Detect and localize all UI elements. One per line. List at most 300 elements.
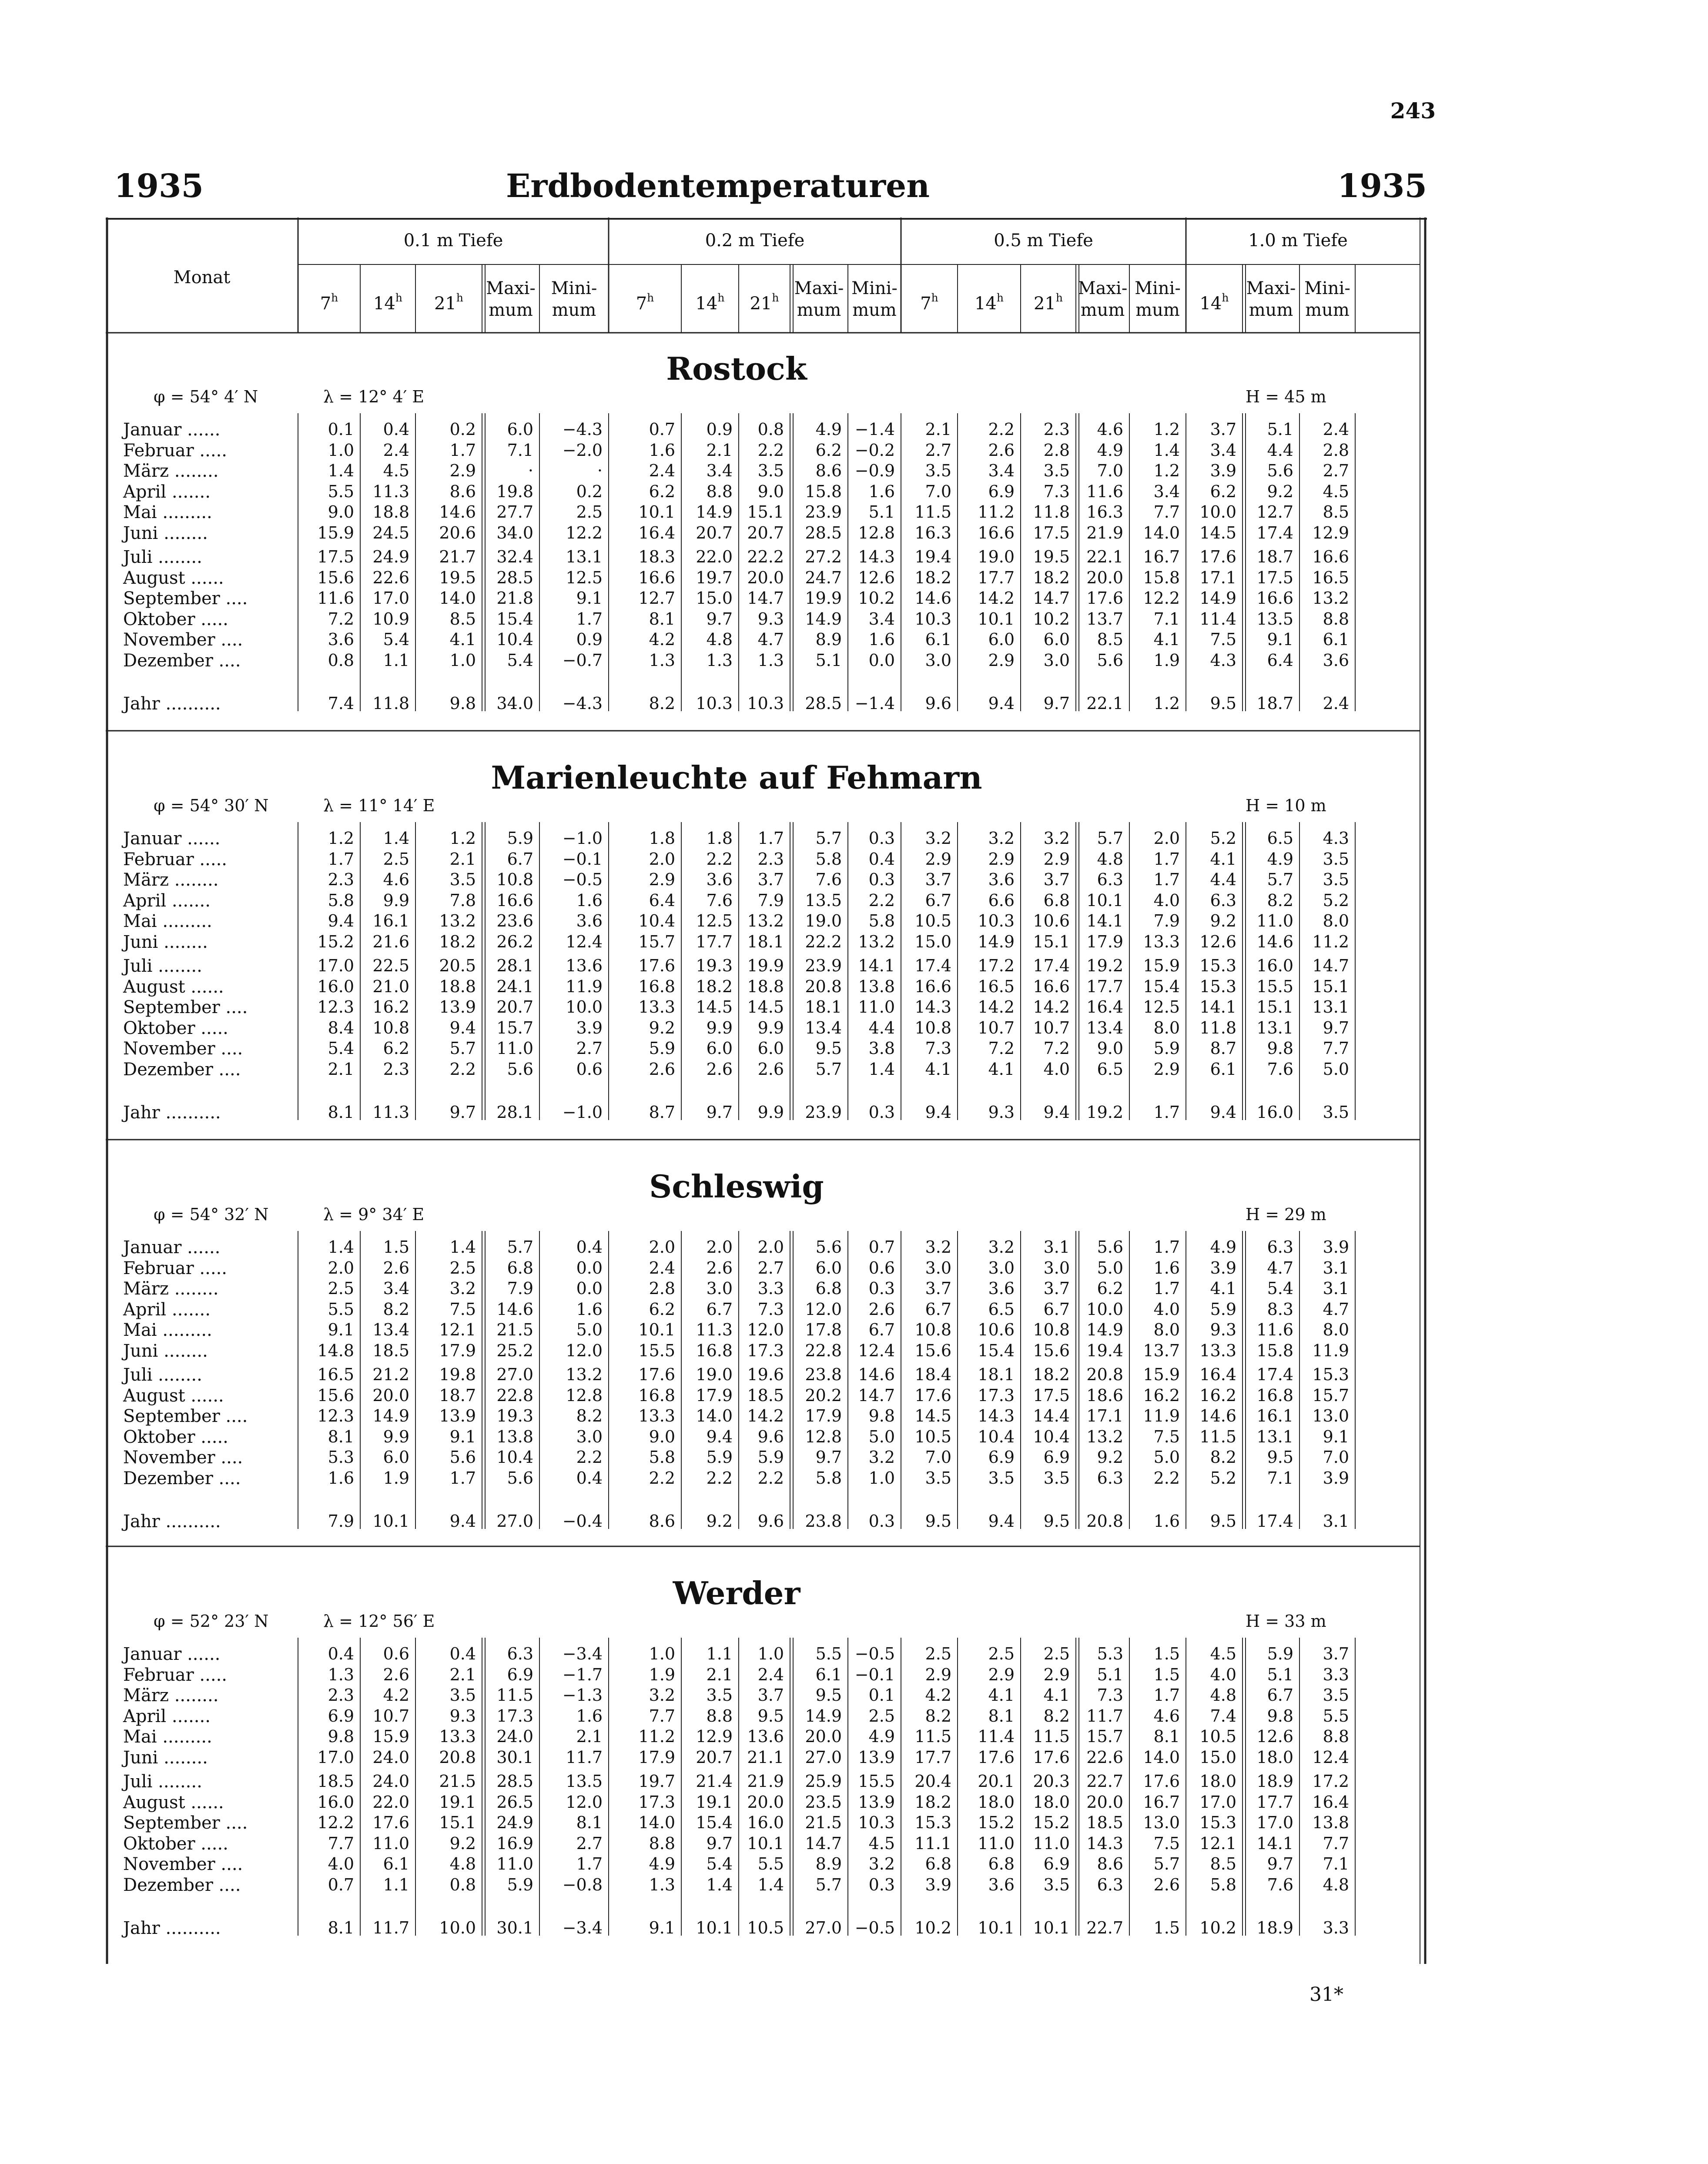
data-cell: 2.9 bbox=[925, 1665, 951, 1684]
data-cell: 4.6 bbox=[383, 870, 409, 889]
data-cell: −0.1 bbox=[854, 1665, 895, 1684]
data-cell: 28.5 bbox=[805, 523, 842, 542]
year-cell: 18.7 bbox=[1256, 694, 1293, 713]
data-cell: 0.4 bbox=[383, 420, 409, 439]
data-cell: 13.7 bbox=[1086, 609, 1123, 629]
data-cell: 13.2 bbox=[747, 911, 784, 930]
data-cell: 1.9 bbox=[649, 1665, 675, 1684]
leader-dots: ...... bbox=[181, 829, 221, 849]
month-label bbox=[123, 420, 220, 440]
data-cell: 10.7 bbox=[978, 1018, 1015, 1037]
data-cell: 7.7 bbox=[1153, 502, 1180, 522]
data-cell: 10.6 bbox=[978, 1320, 1015, 1339]
data-cell: 11.0 bbox=[372, 1833, 409, 1853]
data-cell: 11.9 bbox=[1143, 1406, 1180, 1425]
data-cell: 7.1 bbox=[507, 440, 533, 460]
data-cell: 21.0 bbox=[372, 977, 409, 996]
data-cell: 4.4 bbox=[868, 1018, 895, 1037]
month-label bbox=[123, 1039, 243, 1059]
data-cell: 9.1 bbox=[449, 1427, 476, 1446]
data-cell: 12.3 bbox=[317, 997, 354, 1017]
data-cell: 3.5 bbox=[1043, 1468, 1070, 1488]
data-cell: 11.9 bbox=[1312, 1341, 1349, 1360]
data-cell: 15.8 bbox=[805, 482, 842, 501]
data-cell: 15.3 bbox=[1199, 1813, 1236, 1832]
data-cell: 21.5 bbox=[805, 1813, 842, 1832]
data-cell: 6.8 bbox=[988, 1854, 1015, 1873]
data-cell: 27.0 bbox=[805, 1747, 842, 1767]
data-cell: 7.0 bbox=[925, 482, 951, 501]
month-label bbox=[123, 1834, 228, 1854]
data-cell: 7.1 bbox=[1153, 609, 1180, 629]
data-cell: 7.0 bbox=[1323, 1448, 1349, 1467]
data-cell: 0.7 bbox=[649, 420, 675, 439]
data-cell: 11.7 bbox=[566, 1747, 603, 1767]
data-cell: 2.1 bbox=[328, 1059, 354, 1079]
max-header-bottom: mum bbox=[1249, 300, 1293, 320]
month-name: Mai bbox=[123, 911, 157, 931]
data-cell: 1.7 bbox=[1153, 849, 1180, 869]
data-cell: 6.0 bbox=[988, 630, 1015, 649]
data-cell: 4.9 bbox=[1097, 440, 1123, 460]
data-cell: 13.4 bbox=[805, 1018, 842, 1037]
leader-dots: .... bbox=[220, 997, 248, 1017]
year-label: Jahr bbox=[123, 694, 160, 714]
data-cell: 18.2 bbox=[914, 568, 951, 587]
month-name: Juli bbox=[123, 547, 153, 567]
data-cell: 8.5 bbox=[1097, 630, 1123, 649]
leader-dots: .......... bbox=[160, 1103, 221, 1123]
month-name: Oktober bbox=[123, 1018, 195, 1038]
data-cell: 11.8 bbox=[1199, 1018, 1236, 1037]
data-cell: 11.0 bbox=[1256, 911, 1293, 930]
data-cell: 12.5 bbox=[1143, 997, 1180, 1017]
data-cell: 10.3 bbox=[858, 1813, 895, 1832]
data-cell: 9.0 bbox=[649, 1427, 675, 1446]
data-cell: 4.8 bbox=[1097, 849, 1123, 869]
data-cell: 9.4 bbox=[449, 1018, 476, 1037]
hour-header bbox=[739, 291, 790, 314]
data-cell: 1.7 bbox=[576, 1854, 603, 1873]
year-cell: 0.3 bbox=[868, 1103, 895, 1122]
data-cell: 9.7 bbox=[1267, 1854, 1293, 1873]
data-cell: 5.8 bbox=[328, 890, 354, 910]
data-cell: 12.0 bbox=[747, 1320, 784, 1339]
data-cell: 5.9 bbox=[757, 1448, 784, 1467]
year-cell: 9.6 bbox=[757, 1512, 784, 1531]
month-name: Dezember bbox=[123, 1468, 213, 1488]
data-cell: 6.1 bbox=[815, 1665, 842, 1684]
data-cell: 10.1 bbox=[638, 1320, 675, 1339]
data-cell: 11.1 bbox=[914, 1833, 951, 1853]
data-cell: 7.2 bbox=[988, 1039, 1015, 1058]
year-cell: 10.3 bbox=[696, 694, 733, 713]
data-cell: 0.4 bbox=[576, 1238, 603, 1257]
data-cell: 2.2 bbox=[868, 890, 895, 910]
data-cell: 22.1 bbox=[1086, 547, 1123, 566]
data-cell: 5.5 bbox=[328, 482, 354, 501]
data-cell: 4.9 bbox=[1210, 1238, 1236, 1257]
month-name: September bbox=[123, 1406, 220, 1426]
month-name: Mai bbox=[123, 1727, 157, 1747]
data-cell: 9.6 bbox=[757, 1427, 784, 1446]
data-cell: 11.2 bbox=[1312, 932, 1349, 951]
data-cell: 1.6 bbox=[868, 630, 895, 649]
data-cell: 13.2 bbox=[439, 911, 476, 930]
data-cell: 1.2 bbox=[328, 829, 354, 848]
hour-header bbox=[360, 291, 415, 314]
data-cell: 16.6 bbox=[914, 977, 951, 996]
month-name: Juli bbox=[123, 956, 153, 976]
data-cell: 12.0 bbox=[566, 1792, 603, 1812]
month-name: Juni bbox=[123, 523, 158, 543]
data-cell: 9.5 bbox=[815, 1686, 842, 1705]
data-cell: 6.8 bbox=[1043, 890, 1070, 910]
data-cell: 2.6 bbox=[1153, 1875, 1180, 1894]
year-right: 1935 bbox=[1337, 167, 1427, 205]
data-cell: 10.4 bbox=[638, 911, 675, 930]
data-cell: 21.2 bbox=[372, 1365, 409, 1384]
year-cell: 11.8 bbox=[372, 694, 409, 713]
data-cell: 16.6 bbox=[1256, 589, 1293, 608]
data-cell: 10.2 bbox=[1033, 609, 1070, 629]
year-cell: 3.5 bbox=[1323, 1103, 1349, 1122]
data-cell: 15.6 bbox=[317, 1385, 354, 1405]
leader-dots: ..... bbox=[194, 849, 227, 870]
data-cell: 12.2 bbox=[1143, 589, 1180, 608]
leader-dots: .... bbox=[220, 1813, 248, 1833]
data-cell: 21.7 bbox=[439, 547, 476, 566]
data-cell: 5.6 bbox=[507, 1059, 533, 1079]
data-cell: 2.9 bbox=[988, 1665, 1015, 1684]
data-cell: 14.9 bbox=[805, 609, 842, 629]
month-label bbox=[123, 1772, 202, 1792]
data-cell: 7.0 bbox=[1097, 461, 1123, 480]
data-cell: 4.1 bbox=[925, 1059, 951, 1079]
data-cell: 20.8 bbox=[805, 977, 842, 996]
data-cell: 2.9 bbox=[649, 870, 675, 889]
data-cell: 11.6 bbox=[317, 589, 354, 608]
data-cell: 1.6 bbox=[576, 1706, 603, 1726]
data-cell: 4.5 bbox=[383, 461, 409, 480]
data-cell: 3.4 bbox=[706, 461, 733, 480]
year-cell: 20.8 bbox=[1086, 1512, 1123, 1531]
data-cell: 4.2 bbox=[925, 1686, 951, 1705]
data-cell: 10.8 bbox=[914, 1320, 951, 1339]
data-cell: 5.7 bbox=[1267, 870, 1293, 889]
data-cell: 19.3 bbox=[496, 1406, 533, 1425]
data-cell: 13.1 bbox=[566, 547, 603, 566]
hour-suffix: h bbox=[331, 291, 338, 304]
leader-dots: ..... bbox=[194, 440, 227, 461]
data-cell: 2.6 bbox=[706, 1059, 733, 1079]
data-cell: 8.2 bbox=[925, 1706, 951, 1726]
data-cell: 3.0 bbox=[576, 1427, 603, 1446]
hour-suffix: h bbox=[772, 291, 779, 304]
year-cell: 7.9 bbox=[328, 1512, 354, 1531]
data-cell: 2.1 bbox=[449, 849, 476, 869]
data-cell: 15.9 bbox=[1143, 956, 1180, 975]
data-cell: 1.3 bbox=[649, 650, 675, 670]
data-cell: 3.9 bbox=[576, 1018, 603, 1037]
data-cell: 13.9 bbox=[858, 1747, 895, 1767]
data-cell: 10.5 bbox=[914, 1427, 951, 1446]
data-cell: 15.9 bbox=[1143, 1365, 1180, 1384]
data-cell: 3.5 bbox=[925, 1468, 951, 1488]
month-label bbox=[123, 1238, 220, 1258]
month-label bbox=[123, 630, 243, 650]
data-cell: 4.6 bbox=[1153, 1706, 1180, 1726]
data-cell: −4.3 bbox=[562, 420, 603, 439]
data-cell: 2.0 bbox=[757, 1238, 784, 1257]
month-label bbox=[123, 829, 220, 849]
year-cell: 11.3 bbox=[372, 1103, 409, 1122]
station-name: Marienleuchte auf Fehmarn bbox=[491, 759, 982, 796]
hour-value: 7 bbox=[636, 294, 647, 314]
data-cell: 4.4 bbox=[1267, 440, 1293, 460]
data-cell: 2.5 bbox=[328, 1279, 354, 1298]
data-cell: 21.9 bbox=[747, 1772, 784, 1791]
data-cell: 17.3 bbox=[978, 1385, 1015, 1405]
data-cell: 22.8 bbox=[496, 1385, 533, 1405]
month-name: Februar bbox=[123, 849, 194, 870]
data-cell: 4.8 bbox=[1210, 1686, 1236, 1705]
data-cell: 2.5 bbox=[925, 1644, 951, 1663]
data-cell: 5.1 bbox=[1267, 420, 1293, 439]
data-cell: 14.7 bbox=[858, 1385, 895, 1405]
data-cell: 17.6 bbox=[372, 1813, 409, 1832]
data-cell: 2.7 bbox=[576, 1833, 603, 1853]
data-cell: 9.0 bbox=[1097, 1039, 1123, 1058]
data-cell: 4.8 bbox=[706, 630, 733, 649]
data-cell: 17.6 bbox=[1199, 547, 1236, 566]
data-cell: 1.7 bbox=[449, 440, 476, 460]
year-cell: 10.1 bbox=[696, 1918, 733, 1937]
month-name: Februar bbox=[123, 1665, 194, 1685]
month-name: Oktober bbox=[123, 1833, 195, 1854]
leader-dots: ........ bbox=[158, 1747, 208, 1768]
data-cell: 14.1 bbox=[1086, 911, 1123, 930]
data-cell: 15.4 bbox=[1143, 977, 1180, 996]
data-cell: 3.7 bbox=[757, 1686, 784, 1705]
data-cell: 6.2 bbox=[1210, 482, 1236, 501]
month-label bbox=[123, 589, 248, 609]
data-cell: 13.9 bbox=[439, 997, 476, 1017]
data-cell: 19.0 bbox=[696, 1365, 733, 1384]
leader-dots: ......... bbox=[157, 502, 212, 522]
data-cell: 14.0 bbox=[638, 1813, 675, 1832]
data-cell: 9.0 bbox=[757, 482, 784, 501]
data-cell: 11.5 bbox=[496, 1686, 533, 1705]
data-cell: 13.3 bbox=[1143, 932, 1180, 951]
data-cell: 0.3 bbox=[868, 1875, 895, 1894]
data-cell: 8.6 bbox=[1097, 1854, 1123, 1873]
data-cell: 2.6 bbox=[649, 1059, 675, 1079]
hour-suffix: h bbox=[931, 291, 938, 304]
year-row-label bbox=[123, 1512, 221, 1532]
data-cell: 18.2 bbox=[439, 932, 476, 951]
data-cell: 5.6 bbox=[449, 1448, 476, 1467]
data-cell: 7.7 bbox=[649, 1706, 675, 1726]
month-label bbox=[123, 932, 208, 952]
data-cell: 3.5 bbox=[757, 461, 784, 480]
data-cell: 14.2 bbox=[1033, 997, 1070, 1017]
data-cell: 10.8 bbox=[496, 870, 533, 889]
data-cell: 12.9 bbox=[696, 1727, 733, 1746]
leader-dots: ........ bbox=[152, 1365, 202, 1385]
data-cell: 8.2 bbox=[1210, 1448, 1236, 1467]
data-cell: 18.4 bbox=[914, 1365, 951, 1384]
data-cell: 10.5 bbox=[1199, 1727, 1236, 1746]
data-cell: 15.1 bbox=[1033, 932, 1070, 951]
data-cell: 14.9 bbox=[978, 932, 1015, 951]
data-cell: 17.2 bbox=[1312, 1772, 1349, 1791]
data-cell: 5.5 bbox=[1323, 1706, 1349, 1726]
data-cell: 20.0 bbox=[372, 1385, 409, 1405]
data-cell: 3.2 bbox=[988, 1238, 1015, 1257]
data-cell: 3.9 bbox=[925, 1875, 951, 1894]
data-cell: 8.1 bbox=[988, 1706, 1015, 1726]
data-cell: 22.2 bbox=[805, 932, 842, 951]
data-cell: 8.2 bbox=[1267, 890, 1293, 910]
data-cell: 3.3 bbox=[757, 1279, 784, 1298]
data-cell: 14.1 bbox=[858, 956, 895, 975]
data-cell: 2.7 bbox=[1323, 461, 1349, 480]
data-cell: 1.4 bbox=[868, 1059, 895, 1079]
data-cell: 13.5 bbox=[805, 890, 842, 910]
data-cell: 22.0 bbox=[372, 1792, 409, 1812]
hour-suffix: h bbox=[996, 291, 1004, 304]
data-cell: 2.8 bbox=[1043, 440, 1070, 460]
data-cell: 7.6 bbox=[1267, 1059, 1293, 1079]
hour-value: 21 bbox=[434, 294, 456, 314]
data-cell: 12.2 bbox=[317, 1813, 354, 1832]
data-cell: 6.0 bbox=[507, 420, 533, 439]
year-row-label bbox=[123, 694, 221, 714]
station-height: H = 45 m bbox=[1246, 387, 1326, 406]
data-cell: 1.6 bbox=[868, 482, 895, 501]
data-cell: 14.6 bbox=[439, 502, 476, 522]
data-cell: 15.7 bbox=[638, 932, 675, 951]
data-cell: 5.4 bbox=[706, 1854, 733, 1873]
data-cell: 4.1 bbox=[988, 1686, 1015, 1705]
year-row-label bbox=[123, 1103, 221, 1123]
data-cell: 17.9 bbox=[696, 1385, 733, 1405]
data-cell: 1.7 bbox=[1153, 1238, 1180, 1257]
month-label bbox=[123, 1427, 228, 1447]
year-cell: 9.8 bbox=[449, 694, 476, 713]
data-cell: 11.5 bbox=[914, 502, 951, 522]
leader-dots: ..... bbox=[194, 1665, 227, 1685]
data-cell: 4.0 bbox=[1153, 890, 1180, 910]
data-cell: 7.7 bbox=[328, 1833, 354, 1853]
data-cell: 9.1 bbox=[328, 1320, 354, 1339]
month-name: April bbox=[123, 1299, 167, 1320]
hour-header bbox=[1021, 291, 1076, 314]
data-cell: 4.1 bbox=[1210, 849, 1236, 869]
data-cell: 18.8 bbox=[747, 977, 784, 996]
data-cell: 6.7 bbox=[925, 890, 951, 910]
station-longitude: λ = 9° 34′ E bbox=[323, 1205, 425, 1224]
data-cell: 20.0 bbox=[1086, 1792, 1123, 1812]
leader-dots: ...... bbox=[181, 420, 221, 440]
data-cell: 12.8 bbox=[805, 1427, 842, 1446]
data-cell: 1.0 bbox=[757, 1644, 784, 1663]
data-cell: 20.7 bbox=[696, 523, 733, 542]
year-cell: 9.7 bbox=[449, 1103, 476, 1122]
data-cell: 1.8 bbox=[649, 829, 675, 848]
data-cell: 18.5 bbox=[372, 1341, 409, 1360]
data-cell: 3.7 bbox=[925, 1279, 951, 1298]
data-cell: 2.5 bbox=[988, 1644, 1015, 1663]
data-cell: 25.2 bbox=[496, 1341, 533, 1360]
data-cell: 17.3 bbox=[638, 1792, 675, 1812]
year-cell: 10.5 bbox=[747, 1918, 784, 1937]
leader-dots: .... bbox=[213, 1468, 241, 1488]
data-cell: 21.9 bbox=[1086, 523, 1123, 542]
data-cell: 5.9 bbox=[706, 1448, 733, 1467]
leader-dots: .... bbox=[213, 1875, 241, 1895]
data-cell: 2.4 bbox=[383, 440, 409, 460]
data-cell: 19.4 bbox=[1086, 1341, 1123, 1360]
leader-dots: ......... bbox=[157, 1727, 212, 1747]
data-cell: 8.6 bbox=[449, 482, 476, 501]
data-cell: −0.5 bbox=[562, 870, 603, 889]
data-cell: · bbox=[597, 461, 603, 480]
year-cell: −1.4 bbox=[854, 694, 895, 713]
data-cell: 14.4 bbox=[1033, 1406, 1070, 1425]
data-cell: 14.6 bbox=[496, 1299, 533, 1319]
leader-dots: ....... bbox=[166, 482, 211, 502]
month-name: Mai bbox=[123, 502, 157, 522]
data-cell: 19.1 bbox=[439, 1792, 476, 1812]
data-cell: 5.2 bbox=[1210, 829, 1236, 848]
data-cell: 7.8 bbox=[449, 890, 476, 910]
data-cell: 10.4 bbox=[1033, 1427, 1070, 1446]
data-cell: 9.5 bbox=[757, 1706, 784, 1726]
leader-dots: ....... bbox=[166, 1706, 211, 1726]
data-cell: 16.9 bbox=[496, 1833, 533, 1853]
data-cell: 12.1 bbox=[439, 1320, 476, 1339]
year-cell: 9.7 bbox=[1043, 694, 1070, 713]
data-cell: 6.9 bbox=[1043, 1448, 1070, 1467]
data-cell: 23.8 bbox=[805, 1365, 842, 1384]
data-cell: 14.0 bbox=[439, 589, 476, 608]
data-cell: 2.5 bbox=[383, 849, 409, 869]
month-name: Februar bbox=[123, 1258, 194, 1278]
data-cell: 28.5 bbox=[496, 568, 533, 587]
month-label bbox=[123, 1727, 212, 1747]
data-cell: 6.3 bbox=[1210, 890, 1236, 910]
data-cell: 6.7 bbox=[1267, 1686, 1293, 1705]
data-cell: 15.9 bbox=[317, 523, 354, 542]
station-latitude: φ = 54° 4′ N bbox=[154, 387, 258, 406]
data-cell: 15.2 bbox=[978, 1813, 1015, 1832]
min-header-top: Mini- bbox=[551, 278, 597, 298]
data-cell: 17.3 bbox=[496, 1706, 533, 1726]
data-cell: 16.3 bbox=[1086, 502, 1123, 522]
data-cell: 2.1 bbox=[706, 440, 733, 460]
data-cell: 16.4 bbox=[638, 523, 675, 542]
data-cell: 21.4 bbox=[696, 1772, 733, 1791]
hour-value: 14 bbox=[1199, 294, 1222, 314]
year-cell: 9.4 bbox=[449, 1512, 476, 1531]
data-cell: 18.2 bbox=[914, 1792, 951, 1812]
data-cell: 9.7 bbox=[706, 1833, 733, 1853]
data-cell: 10.3 bbox=[978, 911, 1015, 930]
data-cell: 1.0 bbox=[449, 650, 476, 670]
data-cell: 2.2 bbox=[1153, 1468, 1180, 1488]
